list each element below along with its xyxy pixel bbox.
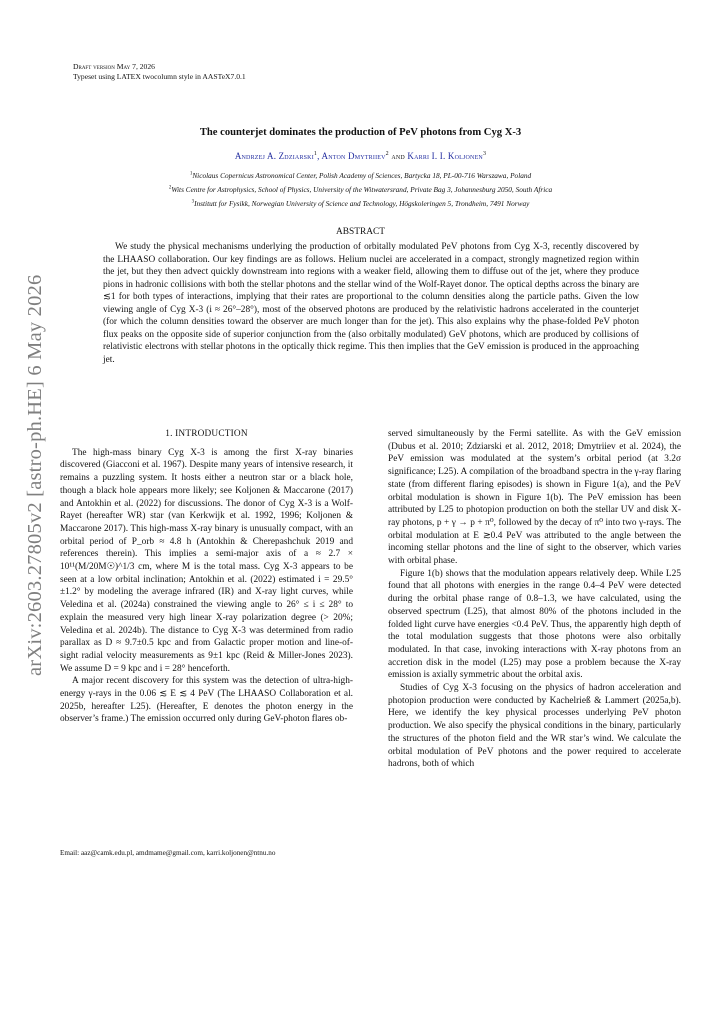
author-affiliation-mark: 3 [482, 151, 487, 157]
intro-paragraph-4: Figure 1(b) shows that the modulation appears relatively deep. While L25 found that all photons with energies in the range 0.4–4 PeV were detected during the orbital phase range of 0.8–1.3, we have calculated, using the observed spectrum (L25), that almost 80% of the photons included in the folded light curve have energies <0.4 PeV. Thus, the apparently high depth of the total modulation suggests that those photons were also orbitally modulated. In that case, invoking interactions with X-ray photons from an accretion disk in the model (L25) may pose a problem because the X-ray emission is axially symmetric about the orbital axis. [388, 568, 681, 681]
arxiv-stamp: arXiv:2603.27805v2 [astro-ph.HE] 6 May 2026 [24, 274, 46, 676]
intro-paragraph-1: The high-mass binary Cyg X-3 is among the first X-ray binaries discovered (Giacconi et al. 1967). Despite many years of intensive research, it remains a puzzling system. It hosts either a neutron star or a black hole, though a black hole appears more likely; see Koljonen & Maccarone (2017) and Antokhin et al. (2022) for discussions. The donor of Cyg X-3 is a Wolf-Rayet (hereafter WR) star (van Kerkwijk et al. 1992, 1996; Koljonen & Maccarone 2017). This high-mass X-ray binary is unusually compact, with an orbital period of P_orb ≈ 4.8 h (Antokhin & Cherepashchuk 2019 and references therein). This implies a semi-major axis of a ≈ 2.7 × 10¹¹(M/20M☉)^1/3 cm, where M is the total mass. Cyg X-3 appears to be seen at a low orbital inclination; Antokhin et al. (2022) estimated i = 29.5°±1.2° by modeling the average infrared (IR) and X-ray light curves, while Veledina et al. (2024a) constrained the viewing angle to 26° ≤ i ≤ 28° to explain the measured very high linear X-ray polarization degree (> 20%; Veledina et al. 2024b). The distance to Cyg X-3 was determined from radio parallax as D ≈ 9.7±0.5 kpc and from Galactic proper motion and line-of-sight radial velocity measurements as 9±1 kpc (Reid & Miller-Jones 2023). We assume D = 9 kpc and i = 28° henceforth. [60, 447, 353, 674]
author-list: Andrzej A. Zdziarski$^1$, Anton Dmytriiev$^2$ and Karri I. I. Koljonen$^3$ [234, 151, 487, 161]
draft-version-line: Draft version May 7, 2026 [73, 62, 155, 71]
intro-paragraph-3: served simultaneously by the Fermi satellite. As with the GeV emission (Dubus et al. 2010; Zdziarski et al. 2012, 2018; Dmytriiev et al. 2024), the PeV emission was modulated at the system’s orbital period (at 3.2σ significance; L25). A compilation of the broadband spectra in the γ-ray flaring state (from different flaring episodes) is shown in Figure 1(a), and the PeV orbital modulation is shown in Figure 1(b). The PeV emission has been attributed by L25 to photopion production on both the stellar UV and disk X-ray photons, p + γ → p + π⁰, followed by the decay of π⁰ into two γ-rays. The orbital modulation at E ≳0.4 PeV was attributed to the angle between the incoming stellar photons and the line of sight to the observer, which varies with orbital phase. [388, 429, 681, 567]
email-footnote: Email: aaz@camk.edu.pl, amdmame@gmail.com, karri.koljonen@ntnu.no [60, 849, 276, 857]
affiliation-1: $^1$Nicolaus Copernicus Astronomical Center, Polish Academy of Sciences, Bartycka 18, PL-00-716 Warszawa, Poland [189, 171, 532, 180]
author-name[interactable]: Karri I. I. Koljonen [407, 151, 483, 161]
abstract-text: We study the physical mechanisms underlying the production of orbitally modulated PeV photons from Cyg X-3, recently discovered by the LHAASO collaboration. Our key findings are as follows. Helium nuclei are accelerated in a compact, strongly magnetized region within the jet, but they then advect quickly downstream into regions with a weaker field, allowing them to diffuse out of the jet, where they produce pions in hadronic collisions with both the stellar photons and the stellar wind of the Wolf-Rayet donor. The optical depths across the binary are ≲1 for both types of interactions, implying that their rates are proportional to the column densities along the particle paths. Given the low viewing angle of Cyg X-3 (i ≈ 26°–28°), most of the observed photons are produced by the relativistic hadrons accelerated in the counterjet (for which the column densities toward the observer are much longer than for the jet). This also explains why the phase-folded PeV photon flux peaks on the opposite side of superior conjunction from the (also orbitally modulated) GeV photons, which are produced by collisions of relativistic electrons with stellar photons in the optically thick regime. This then implies that the GeV emission is produced in the approaching jet. [103, 242, 639, 365]
typeset-line: Typeset using LATEX twocolumn style in AASTeX7.0.1 [73, 72, 246, 81]
author-name[interactable]: Andrzej A. Zdziarski [234, 151, 314, 161]
section-heading: 1. INTRODUCTION [165, 429, 248, 439]
author-name[interactable]: Anton Dmytriiev [321, 151, 386, 161]
left-column [60, 428, 353, 726]
author-conjunction: and [391, 151, 405, 161]
author-affiliation-mark: 2 [385, 151, 389, 157]
intro-paragraph-2: A major recent discovery for this system was the detection of ultra-high-energy γ-rays in the 0.06 ≲ E ≲ 4 PeV (The LHAASO Collaboration et al. 2025b, hereafter L25). (Hereafter, E denotes the photon energy in the observer’s frame.) The emission occurred only during GeV-photon flares ob- [60, 676, 353, 725]
right-column [388, 428, 681, 771]
abstract-heading: ABSTRACT [336, 227, 385, 237]
intro-paragraph-5: Studies of Cyg X-3 focusing on the physics of hadron acceleration and photopion production were conducted by Kachelrieß & Lammert (2025a,b). Here, we identify the key physical processes underlying PeV photon production. We also specify the physical conditions in the binary, particularly the structures of the photon field and the WR star’s wind. We calculate the orbital modulation of PeV photons and the power required to accelerate hadrons, both of which [388, 683, 681, 770]
affiliation-2: $^2$Wits Centre for Astrophysics, School of Physics, University of the Witwatersrand, Private Bag 3, Johannesburg 2050, South Africa [168, 185, 553, 194]
affiliation-3: $^3$Institutt for Fysikk, Norwegian University of Science and Technology, Högskoleringen 5, Trondheim, 7491 Norway [191, 199, 530, 208]
paper-title: The counterjet dominates the production of PeV photons from Cyg X-3 [199, 127, 522, 138]
draft-header [73, 62, 246, 82]
author-affiliation-mark: 1 [313, 151, 318, 157]
